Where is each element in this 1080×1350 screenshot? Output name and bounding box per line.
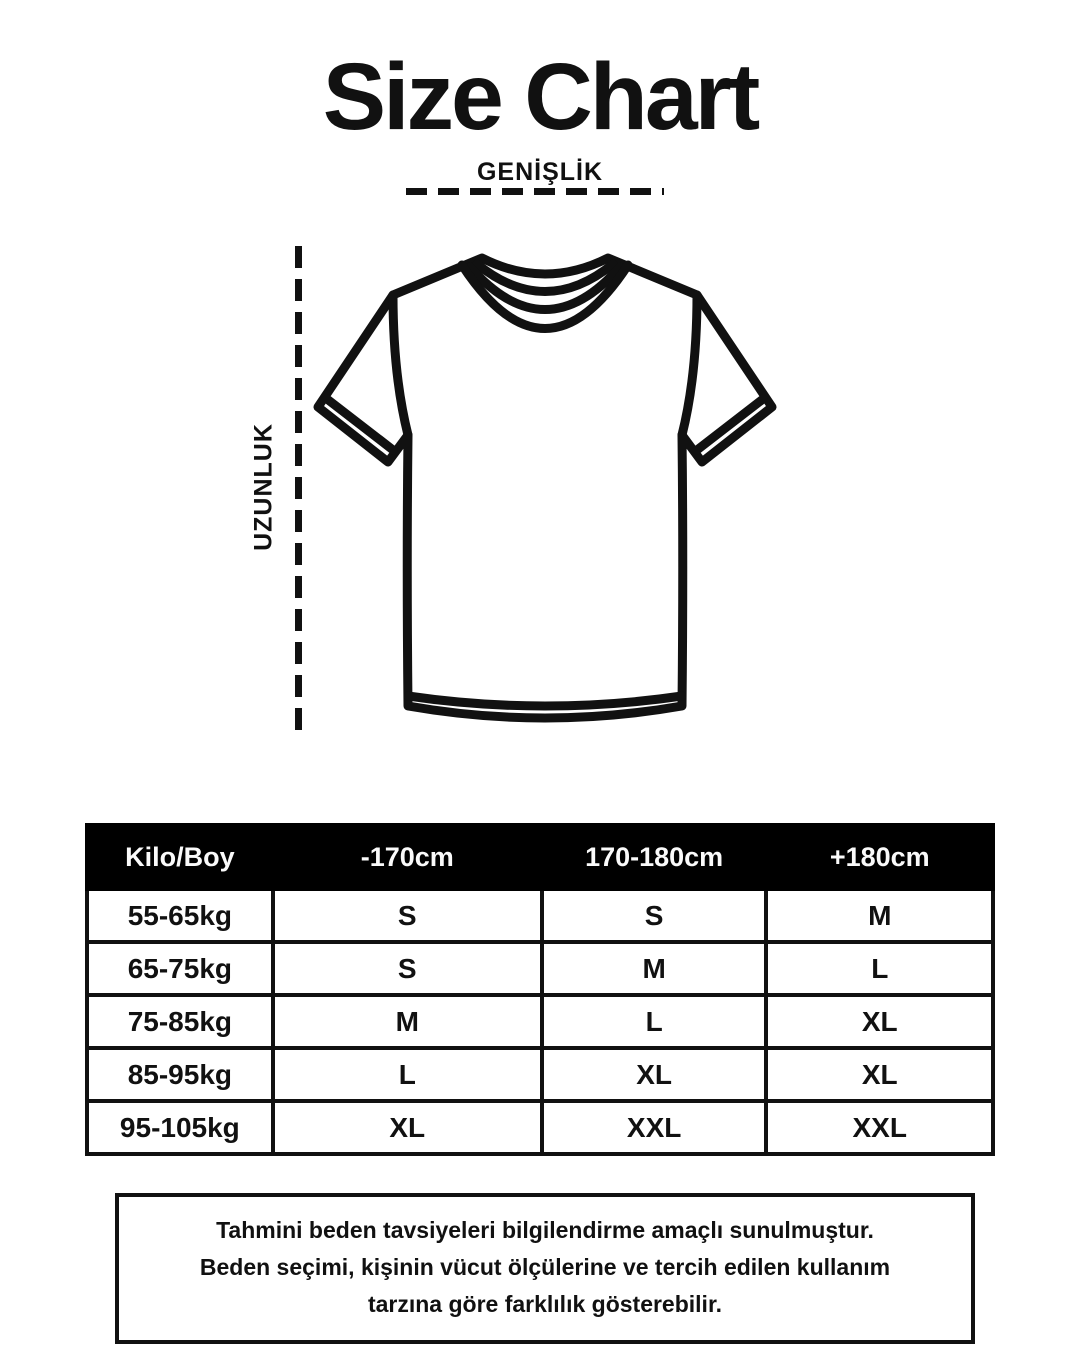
- tshirt-diagram: [300, 245, 790, 745]
- weight-range-cell: 55-65kg: [87, 889, 273, 942]
- size-cell: XL: [766, 1048, 993, 1101]
- width-axis-label: GENİŞLİK: [476, 158, 604, 186]
- size-cell: S: [273, 889, 542, 942]
- size-cell: M: [542, 942, 767, 995]
- size-cell: M: [273, 995, 542, 1048]
- disclaimer-box: [115, 1193, 975, 1344]
- size-cell: XXL: [766, 1101, 993, 1154]
- header-170-180cm: 170-180cm: [542, 825, 767, 889]
- disclaimer-line: Beden seçimi, kişinin vücut ölçülerine ve tercih edilen kullanım: [199, 1254, 891, 1280]
- table-row: [87, 1048, 993, 1101]
- weight-range-cell: 75-85kg: [87, 995, 273, 1048]
- weight-range-cell: 95-105kg: [87, 1101, 273, 1154]
- size-cell: S: [542, 889, 767, 942]
- disclaimer-line: tarzına göre farklılık gösterebilir.: [367, 1291, 723, 1317]
- size-cell: L: [273, 1048, 542, 1101]
- size-cell: XL: [273, 1101, 542, 1154]
- weight-range-cell: 85-95kg: [87, 1048, 273, 1101]
- header-weight-height: Kilo/Boy: [87, 825, 273, 889]
- page-title: Size Chart: [322, 44, 758, 150]
- length-axis-label: UZUNLUK: [249, 423, 278, 551]
- header-under-170cm: -170cm: [273, 825, 542, 889]
- table-row: [87, 942, 993, 995]
- disclaimer-line: Tahmini beden tavsiyeleri bilgilendirme amaçlı sunulmuştur.: [216, 1217, 874, 1243]
- size-cell: XL: [766, 995, 993, 1048]
- width-dashed-line: [406, 188, 664, 195]
- size-table: [85, 823, 995, 1156]
- size-cell: L: [542, 995, 767, 1048]
- size-cell: M: [766, 889, 993, 942]
- size-cell: XL: [542, 1048, 767, 1101]
- table-row: [87, 1101, 993, 1154]
- size-cell: L: [766, 942, 993, 995]
- weight-range-cell: 65-75kg: [87, 942, 273, 995]
- table-row: [87, 889, 993, 942]
- size-cell: S: [273, 942, 542, 995]
- table-header-row: [87, 825, 993, 889]
- table-row: [87, 995, 993, 1048]
- header-over-180cm: +180cm: [766, 825, 993, 889]
- size-cell: XXL: [542, 1101, 767, 1154]
